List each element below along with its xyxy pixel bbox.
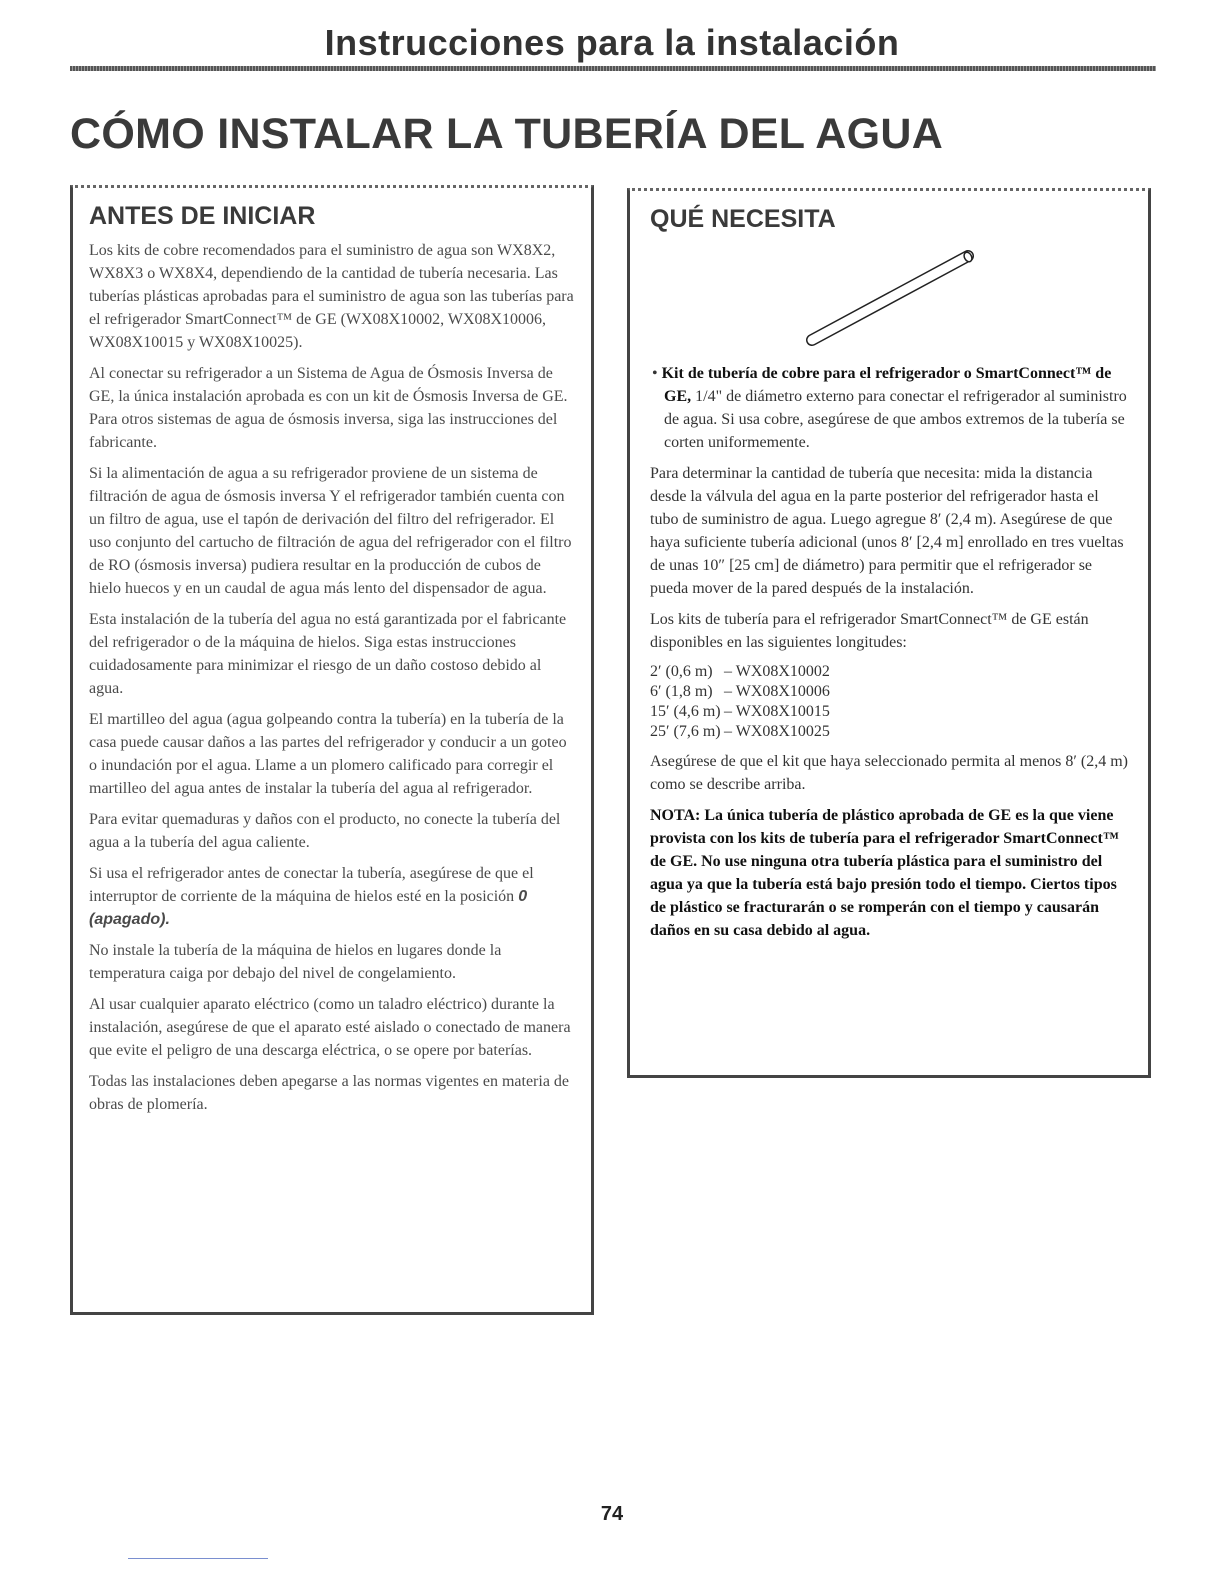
paragraph-kit-selection: Asegúrese de que el kit que haya seleccionado permita al menos 8′ (2,4 m) como se describe arriba.: [650, 753, 1128, 793]
kit-description: 1/4" de diámetro externo para conectar el refrigerador al suministro de agua. Si usa cobre, asegúrese de que ambos extremos de la tubería se corten uniformemente.: [664, 388, 1127, 451]
paragraph-reverse-osmosis: Al conectar su refrigerador a un Sistema de Agua de Ósmosis Inversa de GE, la única instalación aprobada es con un kit de Ósmosis Inversa de GE. Para otros sistemas de agua de ósmosis inversa, siga las instrucciones del fabricante.: [89, 365, 568, 451]
paragraph-filter-bypass: Si la alimentación de agua a su refrigerador proviene de un sistema de filtración de agua de ósmosis inversa Y el refrigerador también cuenta con un filtro de agua, use el tapón de derivación del filtro del refrigerador. El uso conjunto del cartucho de filtración de agua del refrigerador con el filtro de RO (ósmosis inversa) pudiera resultar en la producción de cubos de hielo huecos y en un caudal de agua más lento del dispensador de agua.: [89, 465, 572, 597]
icemaker-switch-text: Si usa el refrigerador antes de conectar la tubería, asegúrese de que el interruptor de corriente de la máquina de hielos esté en la posición: [89, 865, 534, 905]
page-title: CÓMO INSTALAR LA TUBERÍA DEL AGUA: [70, 110, 944, 158]
paragraph-measure-tubing: Para determinar la cantidad de tubería que necesita: mida la distancia desde la válvula del agua en la parte posterior del refrigerador hasta el tubo de suministro de agua. Luego agregue 8′ (2,4 m). Asegúrese de que haya suficiente tubería adicional (unos 8′ [2,4 m] enrollado en tres vueltas de unas 10″ [25 cm] de diámetro) para permitir que el refrigerador se pueda mover de la pared después de la instalación.: [650, 465, 1124, 597]
kit-length-list: [650, 662, 1130, 742]
header-divider: [70, 66, 1156, 71]
tube-icon: [812, 251, 973, 340]
important-note: NOTA: La única tubería de plástico aprobada de GE es la que viene provista con los kits de tubería para el refrigerador SmartConnect™ de GE. No use ninguna otra tubería plástica para el suministro del agua ya que la tubería está bajo presión todo el tiempo. Ciertos tipos de plástico se fracturarán o se romperán con el tiempo y causarán daños en su casa debido al agua.: [650, 807, 1119, 939]
que-necesita-panel: [627, 188, 1151, 1078]
list-item: [650, 682, 1130, 702]
kit-part-number: – WX08X10006: [724, 683, 830, 700]
copper-tube-illustration: [790, 242, 990, 362]
kit-requirement-item: • Kit de tubería de cobre para el refrigerador o SmartConnect™ de GE, 1/4" de diámetro externo para conectar el refrigerador al suministro de agua. Si usa cobre, asegúrese de que ambos extremos de la tubería se corten uniformemente.: [652, 365, 1127, 451]
kit-part-number: – WX08X10002: [724, 663, 830, 680]
paragraph-icemaker-switch: [89, 862, 575, 931]
section-header-title: Instrucciones para la instalación: [324, 22, 900, 63]
kit-length: 15′ (4,6 m): [650, 703, 721, 720]
list-item: [650, 702, 1130, 722]
kit-name: Kit de tubería de cobre para el refrigerador o SmartConnect™ de GE,: [661, 365, 1112, 405]
kit-part-number: – WX08X10025: [724, 723, 830, 740]
list-item: [650, 662, 1130, 682]
footer-rule: [128, 1558, 268, 1559]
off-position-label: 0 (apagado).: [89, 888, 528, 928]
que-necesita-heading: QUÉ NECESITA: [650, 205, 836, 233]
kit-part-number: – WX08X10015: [724, 703, 830, 720]
paragraph-water-hammer: El martilleo del agua (agua golpeando contra la tubería) en la tubería de la casa puede causar daños a las partes del refrigerador y conducir a un goteo o inundación por el agua. Llame a un plomero calificado para corregir el martilleo del agua antes de instalar la tubería del agua al refrigerador.: [89, 711, 567, 797]
paragraph-hot-water: Para evitar quemaduras y daños con el producto, no conecte la tubería del agua a la tubería del agua caliente.: [89, 811, 561, 851]
antes-de-iniciar-panel: [70, 185, 594, 1315]
paragraph-electric-tools: Al usar cualquier aparato eléctrico (como un taladro eléctrico) durante la instalación, asegúrese de que el aparato esté aislado o conectado de manera que evite el peligro de una descarga eléctrica, o se opere por baterías.: [89, 996, 571, 1059]
paragraph-plumbing-codes: Todas las instalaciones deben apegarse a las normas vigentes en materia de obras de plomería.: [89, 1073, 570, 1113]
kit-length: 6′ (1,8 m): [650, 683, 713, 700]
kit-length: 2′ (0,6 m): [650, 663, 713, 680]
paragraph-warranty: Esta instalación de la tubería del agua no está garantizada por el fabricante del refrigerador o de la máquina de hielos. Siga estas instrucciones cuidadosamente para minimizar el riesgo de un daño costoso debido al agua.: [89, 611, 567, 697]
list-item: [650, 722, 1130, 742]
paragraph-kit-lengths-intro: Los kits de tubería para el refrigerador SmartConnect™ de GE están disponibles en las siguientes longitudes:: [650, 611, 1089, 651]
kit-length: 25′ (7,6 m): [650, 723, 721, 740]
antes-de-iniciar-heading: ANTES DE INICIAR: [89, 202, 316, 230]
page-number: 74: [600, 1503, 624, 1525]
paragraph-copper-kits: Los kits de cobre recomendados para el suministro de agua son WX8X2, WX8X3 o WX8X4, dependiendo de la cantidad de tubería necesaria. Las tuberías plásticas aprobadas para el suministro de agua son las tuberías para el refrigerador SmartConnect™ de GE (WX08X10002, WX08X10006, WX08X10015 y WX08X10025).: [89, 242, 574, 351]
paragraph-freezing: No instale la tubería de la máquina de hielos en lugares donde la temperatura caiga por debajo del nivel de congelamiento.: [89, 942, 502, 982]
